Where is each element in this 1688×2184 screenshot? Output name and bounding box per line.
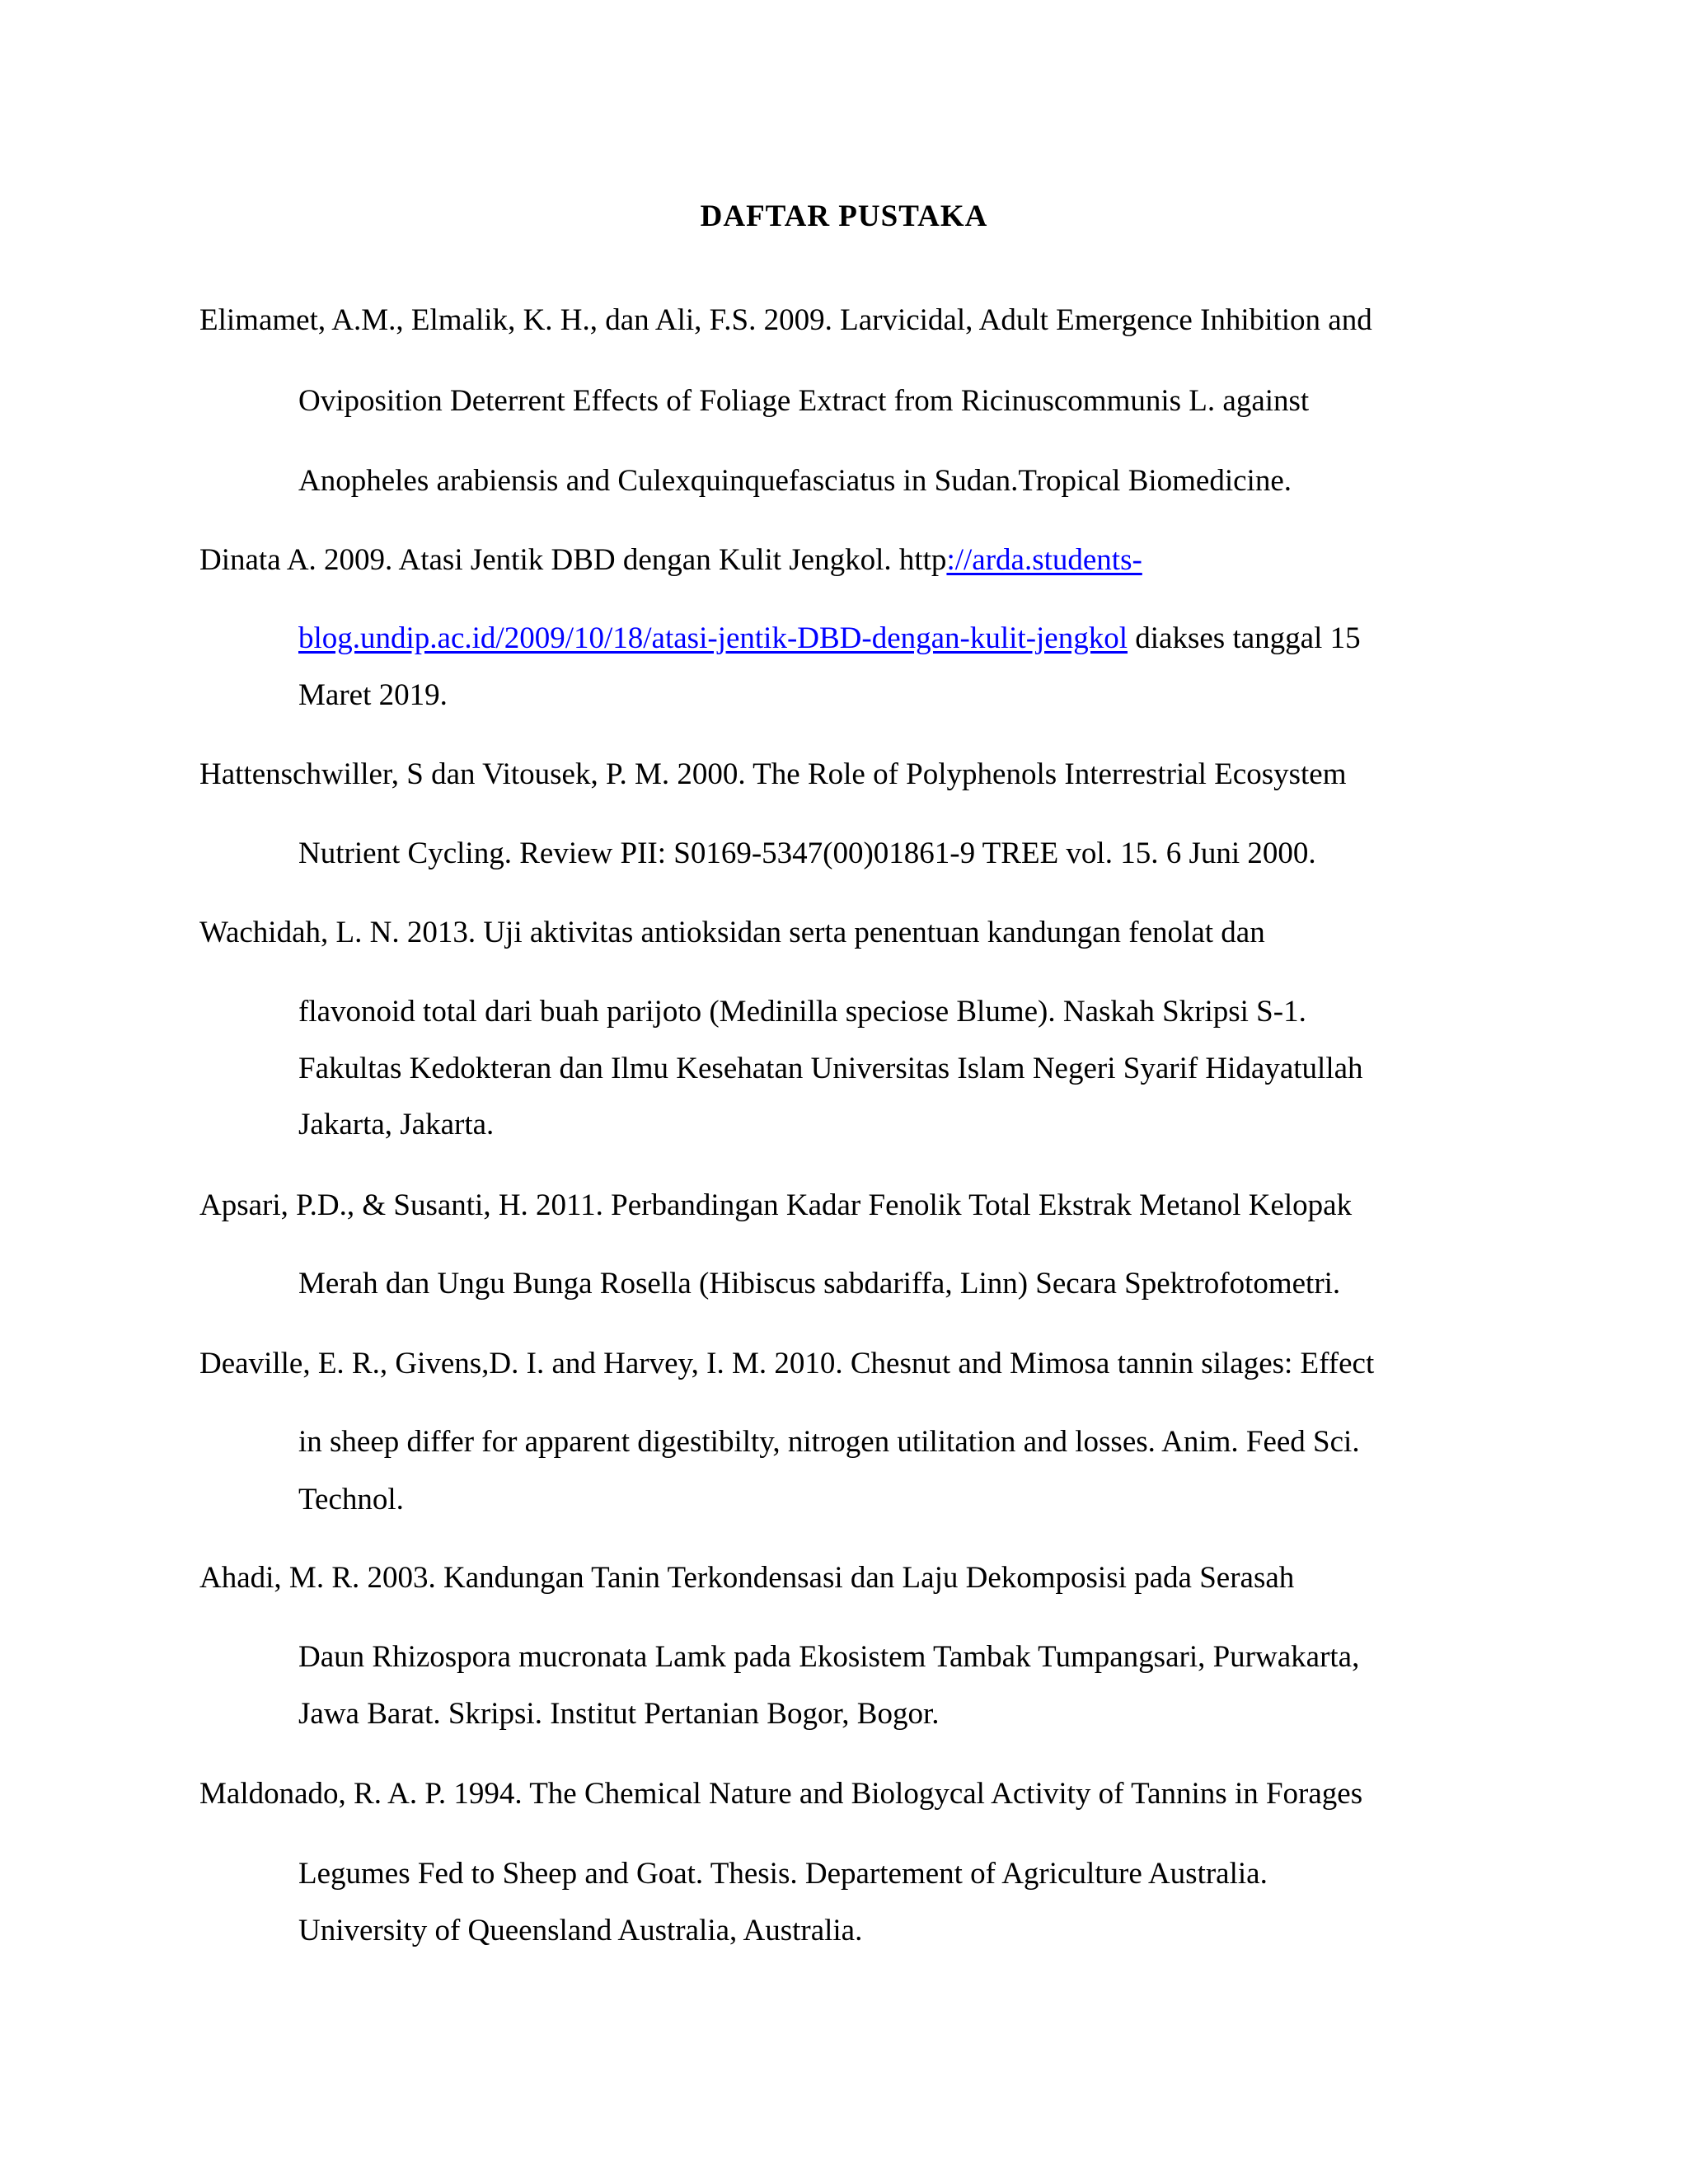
reference-line: Jawa Barat. Skripsi. Institut Pertanian Bogor, Bogor. <box>298 1697 940 1731</box>
reference-url-link[interactable]: ://arda.students- <box>946 543 1142 577</box>
reference-line: Oviposition Deterrent Effects of Foliage Extract from Ricinuscommunis L. against <box>298 384 1310 418</box>
reference-line <box>298 620 1361 657</box>
reference-line <box>199 541 1142 579</box>
reference-line: Apsari, P.D., & Susanti, H. 2011. Perbandingan Kadar Fenolik Total Ekstrak Metanol Kelopak <box>199 1188 1353 1222</box>
reference-line: Jakarta, Jakarta. <box>298 1108 495 1141</box>
reference-line: Wachidah, L. N. 2013. Uji aktivitas antioksidan serta penentuan kandungan fenolat dan <box>199 916 1265 949</box>
reference-line: Elimamet, A.M., Elmalik, K. H., dan Ali, F.S. 2009. Larvicidal, Adult Emergence Inhibition and <box>199 303 1372 337</box>
reference-line: Daun Rhizospora mucronata Lamk pada Ekosistem Tambak Tumpangsari, Purwakarta, <box>298 1640 1360 1674</box>
reference-line: in sheep differ for apparent digestibilty, nitrogen utilitation and losses. Anim. Feed Sci. <box>298 1425 1360 1459</box>
reference-line: Maret 2019. <box>298 678 448 712</box>
reference-line: Fakultas Kedokteran dan Ilmu Kesehatan Universitas Islam Negeri Syarif Hidayatullah <box>298 1052 1363 1085</box>
reference-line: Deaville, E. R., Givens,D. I. and Harvey, I. M. 2010. Chesnut and Mimosa tannin silages: Effect <box>199 1347 1375 1380</box>
reference-line: Anopheles arabiensis and Culexquinquefasciatus in Sudan.Tropical Biomedicine. <box>298 464 1292 498</box>
reference-line: Legumes Fed to Sheep and Goat. Thesis. Departement of Agriculture Australia. <box>298 1857 1268 1891</box>
reference-line: Nutrient Cycling. Review PII: S0169-5347(00)01861-9 TREE vol. 15. 6 Juni 2000. <box>298 837 1316 870</box>
reference-url-link[interactable]: blog.undip.ac.id/2009/10/18/atasi-jentik-DBD-dengan-kulit-jengkol <box>298 621 1128 655</box>
reference-line: Ahadi, M. R. 2003. Kandungan Tanin Terkondensasi dan Laju Dekomposisi pada Serasah <box>199 1561 1295 1595</box>
reference-text: diakses tanggal 15 <box>1128 621 1361 655</box>
reference-line: Merah dan Ungu Bunga Rosella (Hibiscus sabdariffa, Linn) Secara Spektrofotometri. <box>298 1267 1341 1301</box>
reference-line: flavonoid total dari buah parijoto (Medinilla speciose Blume). Naskah Skripsi S-1. <box>298 995 1306 1029</box>
reference-line: Maldonado, R. A. P. 1994. The Chemical Nature and Biologycal Activity of Tannins in Forages <box>199 1777 1363 1811</box>
reference-line: University of Queensland Australia, Australia. <box>298 1914 863 1947</box>
reference-line: Technol. <box>298 1483 404 1516</box>
page-title: DAFTAR PUSTAKA <box>700 199 988 233</box>
reference-line: Hattenschwiller, S dan Vitousek, P. M. 2000. The Role of Polyphenols Interrestrial Ecosystem <box>199 757 1347 791</box>
reference-text: Dinata A. 2009. Atasi Jentik DBD dengan Kulit Jengkol. http <box>199 543 947 577</box>
